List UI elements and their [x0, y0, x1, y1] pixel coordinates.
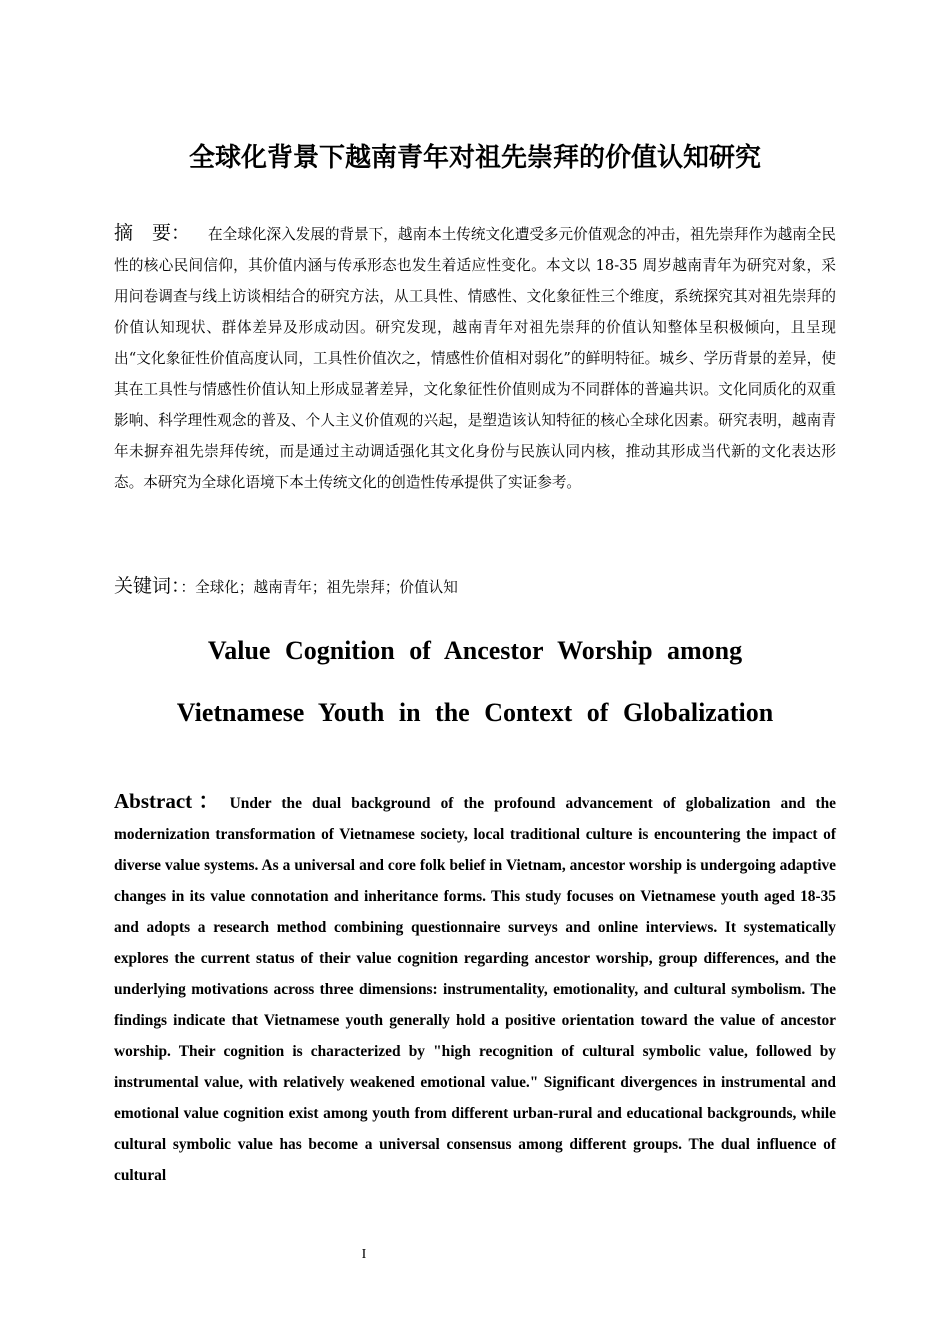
- chinese-abstract: [114, 218, 836, 498]
- chinese-abstract-text: 在全球化深入发展的背景下，越南本土传统文化遭受多元价值观念的冲击，祖先崇拜作为越南全民性的核心民间信仰，其价值内涵与传承形态也发生着适应性变化。本文以 18-35 周岁越南青年为研究对象，采用问卷调查与线上访谈相结合的研究方法，从工具性、情感性、文化象征性三个维度，系统探究其对祖先崇拜的价值认知现状、群体差异及形成动因。研究发现，越南青年对祖先崇拜的价值认知整体呈积极倾向，且呈现出“文化象征性价值高度认同，工具性价值次之，情感性价值相对弱化”的鲜明特征。城乡、学历背景的差异，使其在工具性与情感性价值认知上形成显著差异，文化象征性价值则成为不同群体的普遍共识。文化同质化的双重影响、科学理性观念的普及、个人主义价值观的兴起，是塑造该认知特征的核心全球化因素。研究表明，越南青年未摒弃祖先崇拜传统，而是通过主动调适强化其文化身份与民族认同内核，推动其形成当代新的文化表达形态。本研究为全球化语境下本土传统文化的创造性传承提供了实证参考。: [114, 226, 836, 491]
- english-abstract-label: Abstract：: [114, 789, 226, 813]
- chinese-keywords-text: ：全球化；越南青年；祖先崇拜；价值认知: [180, 579, 458, 596]
- chinese-keywords-label: 关键词：: [114, 575, 181, 597]
- chinese-keywords: [114, 571, 836, 603]
- chinese-title: 全球化背景下越南青年对祖先崇拜的价值认知研究: [188, 143, 761, 173]
- page-number: I: [361, 1247, 367, 1262]
- english-title: Value Cognition of Ancestor Worship among Vietnamese Youth in the Context of Globalization: [176, 636, 774, 727]
- english-abstract-text: Under the dual background of the profound advancement of globalization and the modernization transformation of Vietnamese society, local traditional culture is encountering the impact of diverse value systems. As a universal and core folk belief in Vietnam, ancestor worship is undergoing adaptive changes in its value connotation and inheritance forms. This study focuses on Vietnamese youth aged 18-35 and adopts a research method combining questionnaire surveys and online interviews. It systematically explores the current status of their value cognition regarding ancestor worship, group differences, and the underlying motivations across three dimensions: instrumentality, emotionality, and cultural symbolism. The findings indicate that Vietnamese youth generally hold a positive orientation toward the value of ancestor worship. Their cognition is characterized by "high recognition of cultural symbolic value, followed by instrumental value, with relatively weakened emotional value." Significant divergences in instrumental and emotional value cognition exist among youth from different urban-rural and educational backgrounds, while cultural symbolic value has become a universal consensus among different groups. The dual influence of cultural: [114, 795, 836, 1184]
- chinese-abstract-label: 摘 要：: [114, 222, 191, 244]
- english-abstract: [114, 786, 836, 1191]
